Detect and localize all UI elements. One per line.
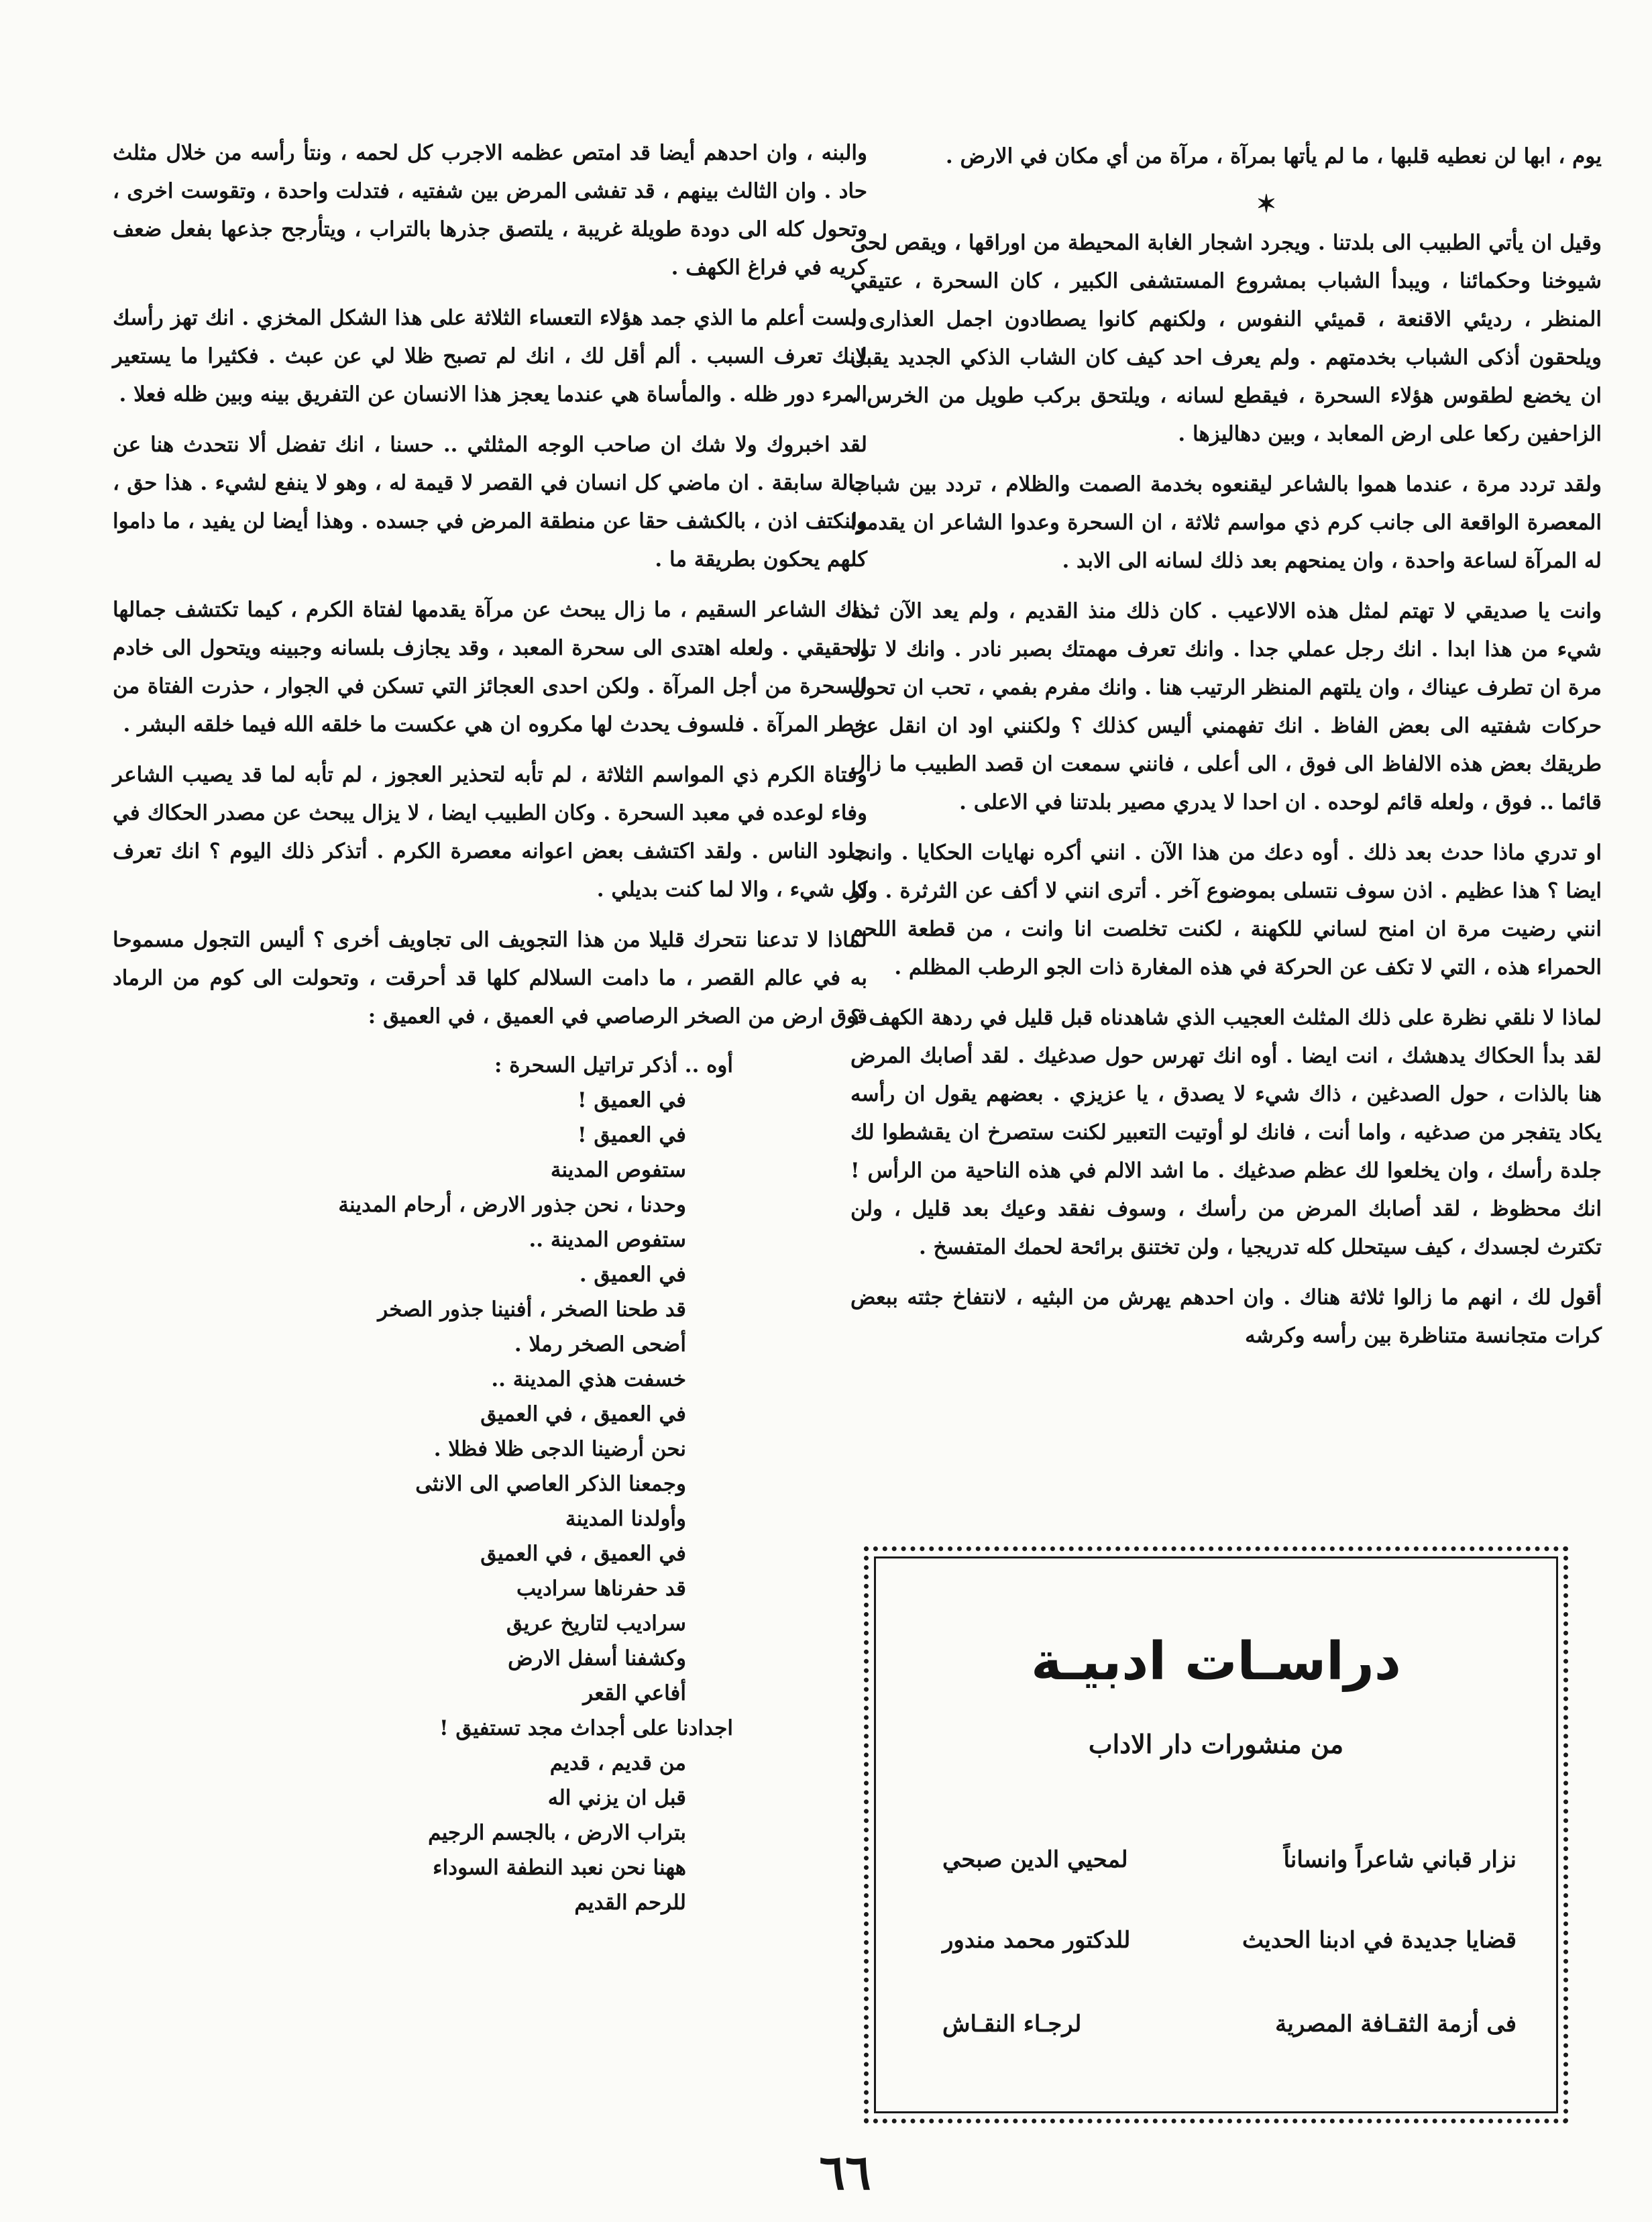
ad-title: دراسـات ادبيـة bbox=[1031, 1632, 1401, 1692]
ad-book-title: فى أزمة الثقـافة المصرية bbox=[1275, 2011, 1517, 2038]
right-paragraph-6: لماذا لا نلقي نظرة على ذلك المثلث العجيب الذي شاهدناه قبل قليل في ردهة الكهف ؟ لقد بدأ الحكاك يدهشك ، انت ايضا . أوه انك تهرس حول صدغيك . لقد أصابك المرض هنا بالذات ، حول الصدغين ، ذاك شيء لا يصدق ، يا عزيزي . بعضهم يقول ان رأسه يكاد يتفجر من صدغيه ، واما أنت ، فانك لو أوتيت التعبير لكنت ستصرخ ان يقشطوا لك جلدة رأسك ، وان يخلعوا لك عظم صدغيك . ما اشد الالم في هذه الناحية من الرأس ! انك محظوظ ، لقد أصابك المرض من رأسك ، وسوف نفقد وعيك بعد قليل ، ولن تكترث لجسدك ، كيف سيتحلل كله تدريجيا ، ولن تختنق برائحة لحمك المتفسخ . bbox=[850, 1006, 1602, 1259]
poem bbox=[113, 1048, 867, 1920]
right-paragraph-1: يوم ، ابها لن نعطيه قلبها ، ما لم يأتها بمرآة ، مرآة من أي مكان في الارض . bbox=[945, 144, 1602, 168]
poem-line: ستفوص المدينة bbox=[550, 1158, 686, 1182]
ad-book-row bbox=[916, 1846, 1517, 1887]
poem-line: وأولدنا المدينة bbox=[565, 1507, 686, 1531]
poem-line: سراديب لتاريخ عريق bbox=[506, 1611, 686, 1636]
page-number: ٦٦ bbox=[819, 2144, 871, 2201]
left-paragraph-6: لماذا لا تدعنا نتحرك قليلا من هذا التجويف الى تجاويف أخرى ؟ أليس التجول مسموحا به في عالم القصر ، ما دامت السلالم كلها قد أحرقت ، وتحولت الى كوم من الرماد فوق ارض من الصخر الرصاصي في العميق ، في العميق : bbox=[113, 928, 867, 1028]
poem-line: خسفت هذي المدينة .. bbox=[491, 1367, 686, 1391]
left-paragraph-3: لقد اخبروك ولا شك ان صاحب الوجه المثلثي .. حسنا ، انك تفضل ألا نتحدث هنا عن حالة سابقة . ان ماضي كل انسان في القصر لا قيمة له ، وهو لا ينفع لشيء . هذا حق ، ولنكتف اذن ، بالكشف حقا عن منطقة المرض في جسده . وهذا أيضا لن يفيد ، ما داموا كلهم يحكون بطريقة ما . bbox=[113, 433, 867, 572]
ad-book-title: نزار قباني شاعراً وانساناً bbox=[1283, 1846, 1517, 1873]
publisher-advertisement-box bbox=[864, 1546, 1568, 2123]
star-separator-icon: ✶ bbox=[1256, 190, 1277, 218]
ad-book-title: قضايا جديدة في ادبنا الحديث bbox=[1242, 1927, 1517, 1954]
left-paragraph-5: وفتاة الكرم ذي المواسم الثلاثة ، لم تأبه لتحذير العجوز ، لم تأبه لما قد يصيب الشاعر وفاء لوعده في معبد السحرة . وكان الطبيب ايضا ، لا يزال يبحث عن مصدر الحكاك في جلود الناس . ولقد اكتشف بعض اعوانه معصرة الكرم . أتذكر ذلك اليوم ؟ انك تعرف كل شيء ، والا لما كنت بديلي . bbox=[113, 763, 867, 902]
poem-line: في العميق ! bbox=[577, 1088, 686, 1112]
poem-line: أوه .. أذكر تراتيل السحرة : bbox=[494, 1053, 733, 1077]
left-paragraph-4: ذاك الشاعر السقيم ، ما زال يبحث عن مرآة يقدمها لفتاة الكرم ، كيما تكتشف جمالها الحقيقي . ولعله اهتدى الى سحرة المعبد ، وقد يجازف بلسانه وجبينه ويتحول الى خادم للسحرة من أجل المرآة . ولكن احدى العجائز التي تسكن في الجوار ، حذرت الفتاة من خطر المرآة . فلسوف يحدث لها مكروه ان هي عكست ما خلقه الله فيما خلقه البشر . bbox=[113, 598, 867, 737]
poem-line: وجمعنا الذكر العاصي الى الانثى bbox=[415, 1472, 686, 1496]
right-paragraph-5: او تدري ماذا حدث بعد ذلك . أوه دعك من هذا الآن . انني أكره نهايات الحكايا . وانت ايضا ؟ هذا عظيم . اذن سوف نتسلى بموضوع آخر . أترى انني لا أكف عن الثرثرة . ولو انني رضيت مرة ان امنح لساني للكهنة ، لكنت تخلصت انا وانت ، من قطعة اللحم الحمراء هذه ، التي لا تكف عن الحركة في هذه المغارة ذات الجو الرطب المظلم . bbox=[850, 841, 1602, 980]
right-paragraph-7: أقول لك ، انهم ما زالوا ثلاثة هناك . وان احدهم يهرش من البثيه ، لانتفاخ جثته ببعض كرات متجانسة متناظرة بين رأسه وكرشه bbox=[850, 1285, 1602, 1348]
right-paragraph-2: وقيل ان يأتي الطبيب الى بلدتنا . ويجرد اشجار الغابة المحيطة من اوراقها ، ويقص لحى شيوخنا وحكمائنا ، ويبدأ الشباب بمشروع المستشفى الكبير ، كان السحرة ، عتيقي المنظر ، رديئي الاقنعة ، قميئي النفوس ، ولكنهم كانوا يصطادون اجمل العذارى ، ويلحقون أذكى الشباب بخدمتهم . ولم يعرف احد كيف كان الشاب الذكي الجديد يقبل ان يخضع لطقوس هؤلاء السحرة ، فيقطع لسانه ، ويلتحق بركب طويل من الخرس ، الزاحفين ركعا على ارض المعابد ، وبين دهاليزها . bbox=[850, 231, 1602, 446]
poem-line: بتراب الارض ، بالجسم الرجيم bbox=[428, 1821, 686, 1845]
ad-book-author: لرجـاء النقـاش bbox=[942, 2011, 1082, 2038]
ad-book-author: لمحيي الدين صبحي bbox=[942, 1846, 1128, 1873]
ad-book-row bbox=[916, 1927, 1517, 1967]
poem-line: قد حفرناها سراديب bbox=[516, 1577, 686, 1601]
left-paragraph-2: ولست أعلم ما الذي جمد هؤلاء التعساء الثلاثة على هذا الشكل المخزي . انك تهز رأسك لانك تعرف السبب . ألم أقل لك ، انك لم تصبح ظلا لي عن عبث . فكثيرا ما يستعير المرء دور ظله . والمأساة هي عندما يعجز هذا الانسان عن التفريق بينه وبين ظله فعلا . bbox=[113, 306, 867, 407]
poem-line: في العميق ! bbox=[577, 1123, 686, 1147]
poem-line: وكشفنا أسفل الارض bbox=[508, 1646, 686, 1671]
right-paragraph-3: ولقد تردد مرة ، عندما هموا بالشاعر ليقنعوه بخدمة الصمت والظلام ، تردد بين شباب المعصرة الواقعة الى جانب كرم ذي مواسم ثلاثة ، ان السحرة وعدوا الشاعر ان يقدموا له المرآة لساعة واحدة ، وان يمنحهم بعد ذلك لسانه الى الابد . bbox=[850, 472, 1602, 573]
poem-line: نحن أرضينا الدجى ظلا فظلا . bbox=[433, 1437, 686, 1461]
poem-line: في العميق ، في العميق bbox=[480, 1542, 686, 1566]
poem-line: قد طحنا الصخر ، أفنينا جذور الصخر bbox=[378, 1298, 686, 1322]
poem-line: ستفوص المدينة .. bbox=[529, 1228, 686, 1252]
poem-line: ههنا نحن نعبد النطفة السوداء bbox=[433, 1856, 686, 1880]
poem-line: للرحم القديم bbox=[574, 1891, 686, 1915]
poem-line: في العميق . bbox=[579, 1263, 686, 1287]
poem-line: اجدادنا على أجداث مجد تستفيق ! bbox=[439, 1716, 733, 1740]
ad-book-row bbox=[916, 2011, 1517, 2051]
poem-line: قبل ان يزني اله bbox=[547, 1786, 686, 1810]
left-paragraph-1: والبنه ، وان احدهم أيضا قد امتص عظمه الاجرب كل لحمه ، ونتأ رأسه من خلال مثلث حاد . وان الثالث بينهم ، قد تفشى المرض بين شفتيه ، فتدلت واحدة ، وتقوست اخرى ، وتحول كله الى دودة طويلة غريبة ، يلتصق جذرها بالتراب ، ويتأرجح جذعها بفعل ضعف كريه في فراغ الكهف . bbox=[113, 141, 867, 280]
ad-subtitle: من منشورات دار الاداب bbox=[1088, 1729, 1344, 1759]
ad-book-author: للدكتور محمد مندور bbox=[942, 1927, 1131, 1954]
poem-line: أضحى الصخر رملا . bbox=[514, 1332, 686, 1357]
poem-line: وحدنا ، نحن جذور الارض ، أرحام المدينة bbox=[338, 1193, 686, 1217]
poem-line: من قديم ، قديم bbox=[549, 1751, 686, 1775]
left-column bbox=[113, 134, 867, 1920]
poem-line: في العميق ، في العميق bbox=[480, 1402, 686, 1426]
right-paragraph-4: وانت يا صديقي لا تهتم لمثل هذه الالاعيب . كان ذلك منذ القديم ، ولم يعد الآن ثمة شيء من هذا ابدا . انك رجل عملي جدا . وانك تعرف مهمتك بصبر نادر . وانك لا تود مرة ان تطرف عيناك ، وان يلتهم المنظر الرتيب هنا . وانك مفرم بفمي ، تحب ان تحول حركات شفتيه الى بعض الفاظ . انك تفهمني أليس كذلك ؟ ولكنني اود ان انقل عن طريقك بعض هذه الالفاظ الى فوق ، الى أعلى ، فانني سمعت ان قصد الطبيب ما زال قائما .. فوق ، ولعله قائم لوحده . ان احدا لا يدري مصير بلدتنا في الاعلى . bbox=[850, 599, 1602, 814]
right-column bbox=[850, 138, 1602, 1367]
poem-line: أفاعي القعر bbox=[583, 1681, 686, 1705]
